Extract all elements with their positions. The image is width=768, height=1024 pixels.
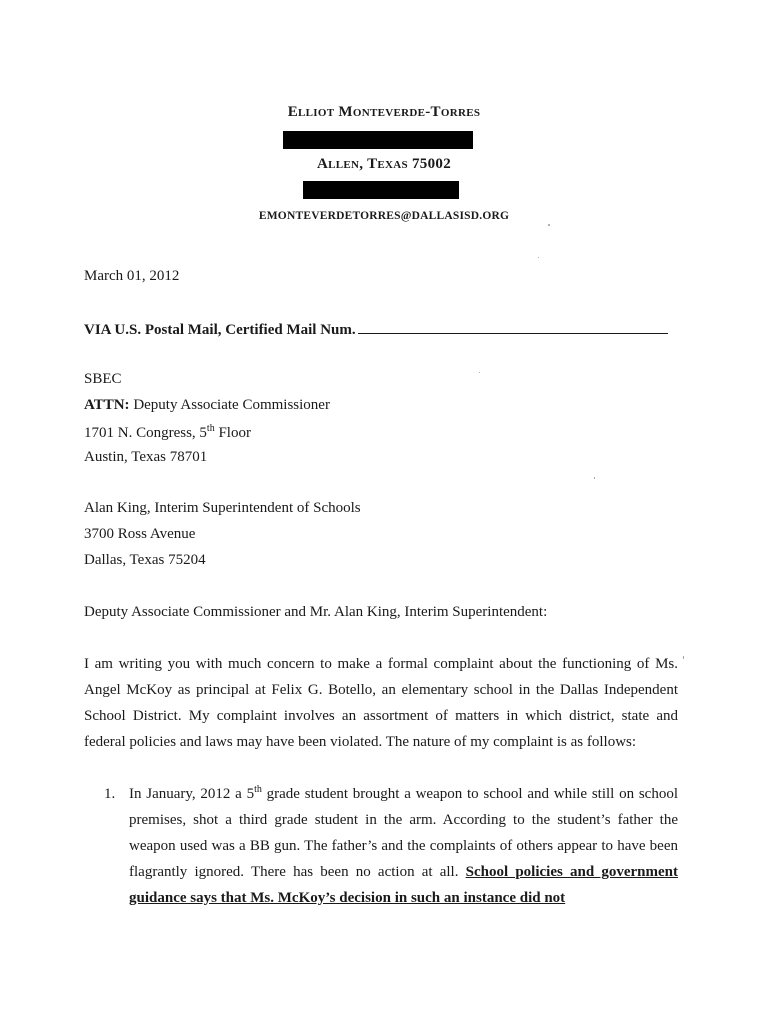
- attn-text: Deputy Associate Commissioner: [129, 397, 330, 413]
- redaction-bar-phone: [303, 181, 459, 199]
- street-post: Floor: [214, 425, 251, 441]
- scan-speck: [683, 656, 684, 659]
- item-emphasis: School policies and government guidance says that Ms. McKoy’s decision in such an instance did not: [129, 864, 679, 906]
- list-number: 1.: [104, 786, 116, 802]
- item-sup: th: [254, 784, 262, 795]
- salutation: Deputy Associate Commissioner and Mr. Alan King, Interim Superintendent:: [84, 604, 548, 620]
- sender-name: Elliot Monteverde-Torres: [287, 104, 481, 120]
- recipient1-attn: [84, 397, 330, 414]
- street-pre: 1701 N. Congress, 5: [84, 425, 207, 441]
- scan-speck: [594, 477, 595, 479]
- redaction-bar-address: [283, 131, 473, 149]
- delivery-method-label: VIA U.S. Postal Mail, Certified Mail Num.: [84, 322, 356, 338]
- list-item-body: [129, 781, 678, 911]
- sender-city: Allen, Texas 75002: [316, 156, 451, 172]
- attn-label: ATTN:: [84, 397, 130, 413]
- letter-date: March 01, 2012: [84, 268, 180, 284]
- item-text-b: grade student brought a weapon to school and while still on school premises, shot a third grade student in the arm. According to the student’s father the weapon used was a BB gun. The father’s and the complaints of others appear to have been flagrantly ignored. There has been no action at all.: [129, 786, 679, 880]
- recipient1-city: Austin, Texas 78701: [84, 449, 208, 465]
- recipient2-name: Alan King, Interim Superintendent of Schools: [84, 500, 361, 516]
- certified-number-blank: [358, 319, 668, 334]
- complaint-item-1: [104, 781, 678, 911]
- scan-speck: [548, 224, 550, 226]
- scan-speck: [479, 372, 480, 373]
- intro-paragraph: I am writing you with much concern to make a formal complaint about the functioning of Ms. Angel McKoy as principal at Felix G. Botello, an elementary school in the Dallas Independent School District. My complaint involves an assortment of matters in which district, state and federal policies and laws may have been violated. The nature of my complaint is as follows:: [84, 656, 678, 750]
- scan-speck: [538, 257, 539, 258]
- sender-email: EMONTEVERDETORRES@DALLASISD.ORG: [258, 210, 510, 222]
- street-sup: th: [206, 423, 215, 434]
- delivery-method: [84, 319, 668, 339]
- recipient2-street: 3700 Ross Avenue: [84, 526, 196, 542]
- recipient1-street: [84, 423, 251, 442]
- item-text-a: In January, 2012 a 5: [129, 786, 255, 802]
- recipient1-org: SBEC: [84, 371, 122, 387]
- recipient2-city: Dallas, Texas 75204: [84, 552, 206, 568]
